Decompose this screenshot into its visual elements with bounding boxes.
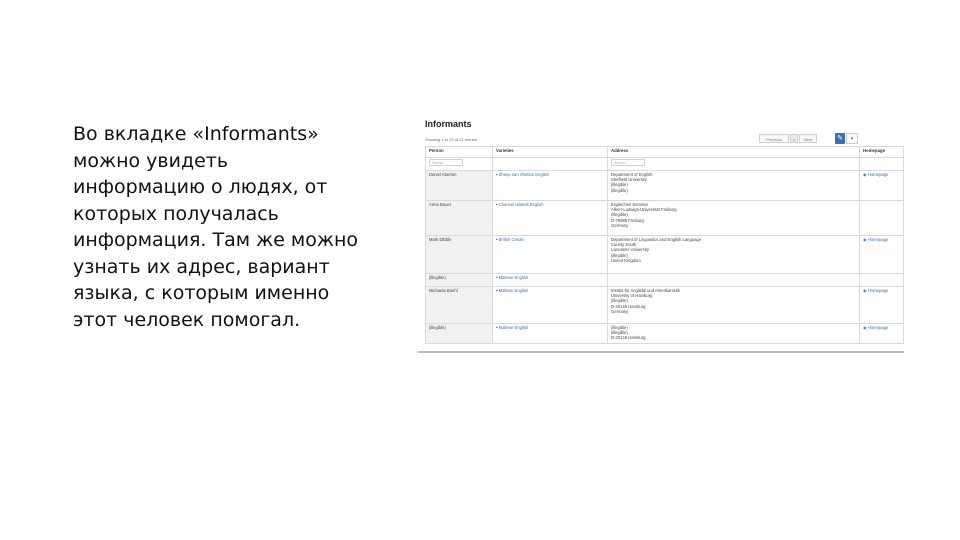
column-header[interactable]: Person <box>426 147 493 158</box>
home-icon: ◉ <box>863 237 868 242</box>
informants-screenshot <box>418 113 904 353</box>
home-icon: ◉ <box>863 172 868 177</box>
slide-line: этот человек помогал. <box>73 308 301 331</box>
address-line: County South <box>611 242 637 248</box>
homepage-link[interactable]: Homepage <box>867 237 889 242</box>
slide-line: можно увидеть <box>73 149 229 172</box>
homepage-link[interactable]: Homepage <box>867 288 889 293</box>
slide-line: Во вкладке «Informants» <box>73 123 319 145</box>
table-row <box>426 287 904 324</box>
address-line: Institut für Anglistik und Amerikanistik <box>611 288 680 293</box>
address-line: Englisches Seminar <box>611 202 649 207</box>
address-line: (illegible) <box>611 252 628 258</box>
slide-description <box>73 121 393 333</box>
informants-table <box>425 146 904 344</box>
pagination-page[interactable]: 1 <box>790 134 798 143</box>
informant-name-link[interactable]: (illegible) <box>426 274 493 287</box>
address-line: (illegible) <box>611 325 628 330</box>
slide-line: узнать их адрес, вариант <box>73 255 330 278</box>
slide-line: информацию о людях, от <box>73 176 328 198</box>
address-search-input[interactable]: Search <box>611 159 645 166</box>
address-cell <box>608 287 860 324</box>
variety-link[interactable]: British Creole <box>498 237 524 242</box>
table-row <box>426 201 904 236</box>
person-search-input[interactable]: Search <box>429 159 463 166</box>
entries-info: Showing 1 to 20 of 21 entries <box>425 137 477 142</box>
home-icon: ◉ <box>863 288 868 293</box>
address-line: Sheffield University <box>611 177 647 183</box>
export-button[interactable] <box>846 133 858 144</box>
address-line: Germany <box>611 308 629 314</box>
bullet-icon: • <box>496 325 499 330</box>
bullet-icon: • <box>496 202 499 207</box>
pagination-next[interactable]: Next <box>799 134 817 143</box>
address-cell <box>608 201 860 236</box>
bullet-icon: • <box>496 275 499 280</box>
filter-row <box>426 158 904 171</box>
home-icon: ◉ <box>863 325 868 330</box>
address-line: (illegible) <box>611 212 628 218</box>
informant-name-link[interactable]: Anna Bauer <box>426 201 493 236</box>
informant-name-link[interactable]: Mark Dibble <box>426 236 493 274</box>
homepage-link[interactable]: Homepage <box>867 172 889 177</box>
address-cell <box>608 236 860 274</box>
address-line: (illegible) <box>611 298 628 304</box>
address-line: Department of Linguistics and English Language <box>611 237 702 242</box>
settings-button[interactable] <box>835 133 845 144</box>
page-title: Informants <box>425 119 472 129</box>
column-header[interactable]: Homepage <box>860 147 904 158</box>
address-cell <box>608 171 860 201</box>
informant-name-link[interactable]: Daniel Aberton <box>426 171 493 201</box>
address-cell <box>608 324 860 344</box>
address-line: United Kingdom <box>611 257 641 263</box>
address-line: (illegible) <box>611 182 628 188</box>
slide-line: языка, с которым именно <box>73 282 330 304</box>
variety-link[interactable]: Maltese English <box>498 275 529 280</box>
column-header[interactable]: Varieties <box>493 147 608 158</box>
address-line: (illegible) <box>611 330 628 336</box>
homepage-link[interactable]: Homepage <box>867 325 889 330</box>
table-row <box>426 171 904 201</box>
slide-line: которых получалась <box>73 202 279 225</box>
address-line: Albert-Ludwigs-Universität Freiburg <box>611 207 677 213</box>
variety-link[interactable]: Channel Islands English <box>498 202 544 207</box>
variety-link[interactable]: Maltese English <box>498 325 529 330</box>
address-cell <box>608 274 860 287</box>
informant-name-link[interactable]: Michaela Boehl <box>426 287 493 324</box>
table-row <box>426 236 904 274</box>
address-line: Germany <box>611 222 629 228</box>
variety-link[interactable]: Maltese English <box>498 288 529 293</box>
table-row <box>426 324 904 344</box>
address-line: D-20146 Hamburg <box>611 303 646 309</box>
table-row <box>426 274 904 287</box>
bullet-icon: • <box>496 172 499 177</box>
column-header[interactable]: Address <box>608 147 860 158</box>
variety-link[interactable]: Sheep san Shetlan English <box>498 172 549 177</box>
address-line: D-79085 Freiburg <box>611 217 644 223</box>
informant-name-link[interactable]: (illegible) <box>426 324 493 344</box>
address-line: University of Hamburg <box>611 293 653 299</box>
bullet-icon: • <box>496 288 499 293</box>
wrench-icon: ✎ <box>837 135 843 142</box>
address-line: D-20146 Hamburg <box>611 335 646 341</box>
address-line: (illegible) <box>611 187 628 193</box>
bullet-icon: • <box>496 237 499 242</box>
slide-line: информация. Там же можно <box>73 229 359 251</box>
pagination-previous[interactable]: Previous <box>759 134 789 143</box>
address-line: Department of English <box>611 172 653 177</box>
address-line: Lancaster University <box>611 247 649 253</box>
chevron-down-icon: ▾ <box>850 136 854 142</box>
